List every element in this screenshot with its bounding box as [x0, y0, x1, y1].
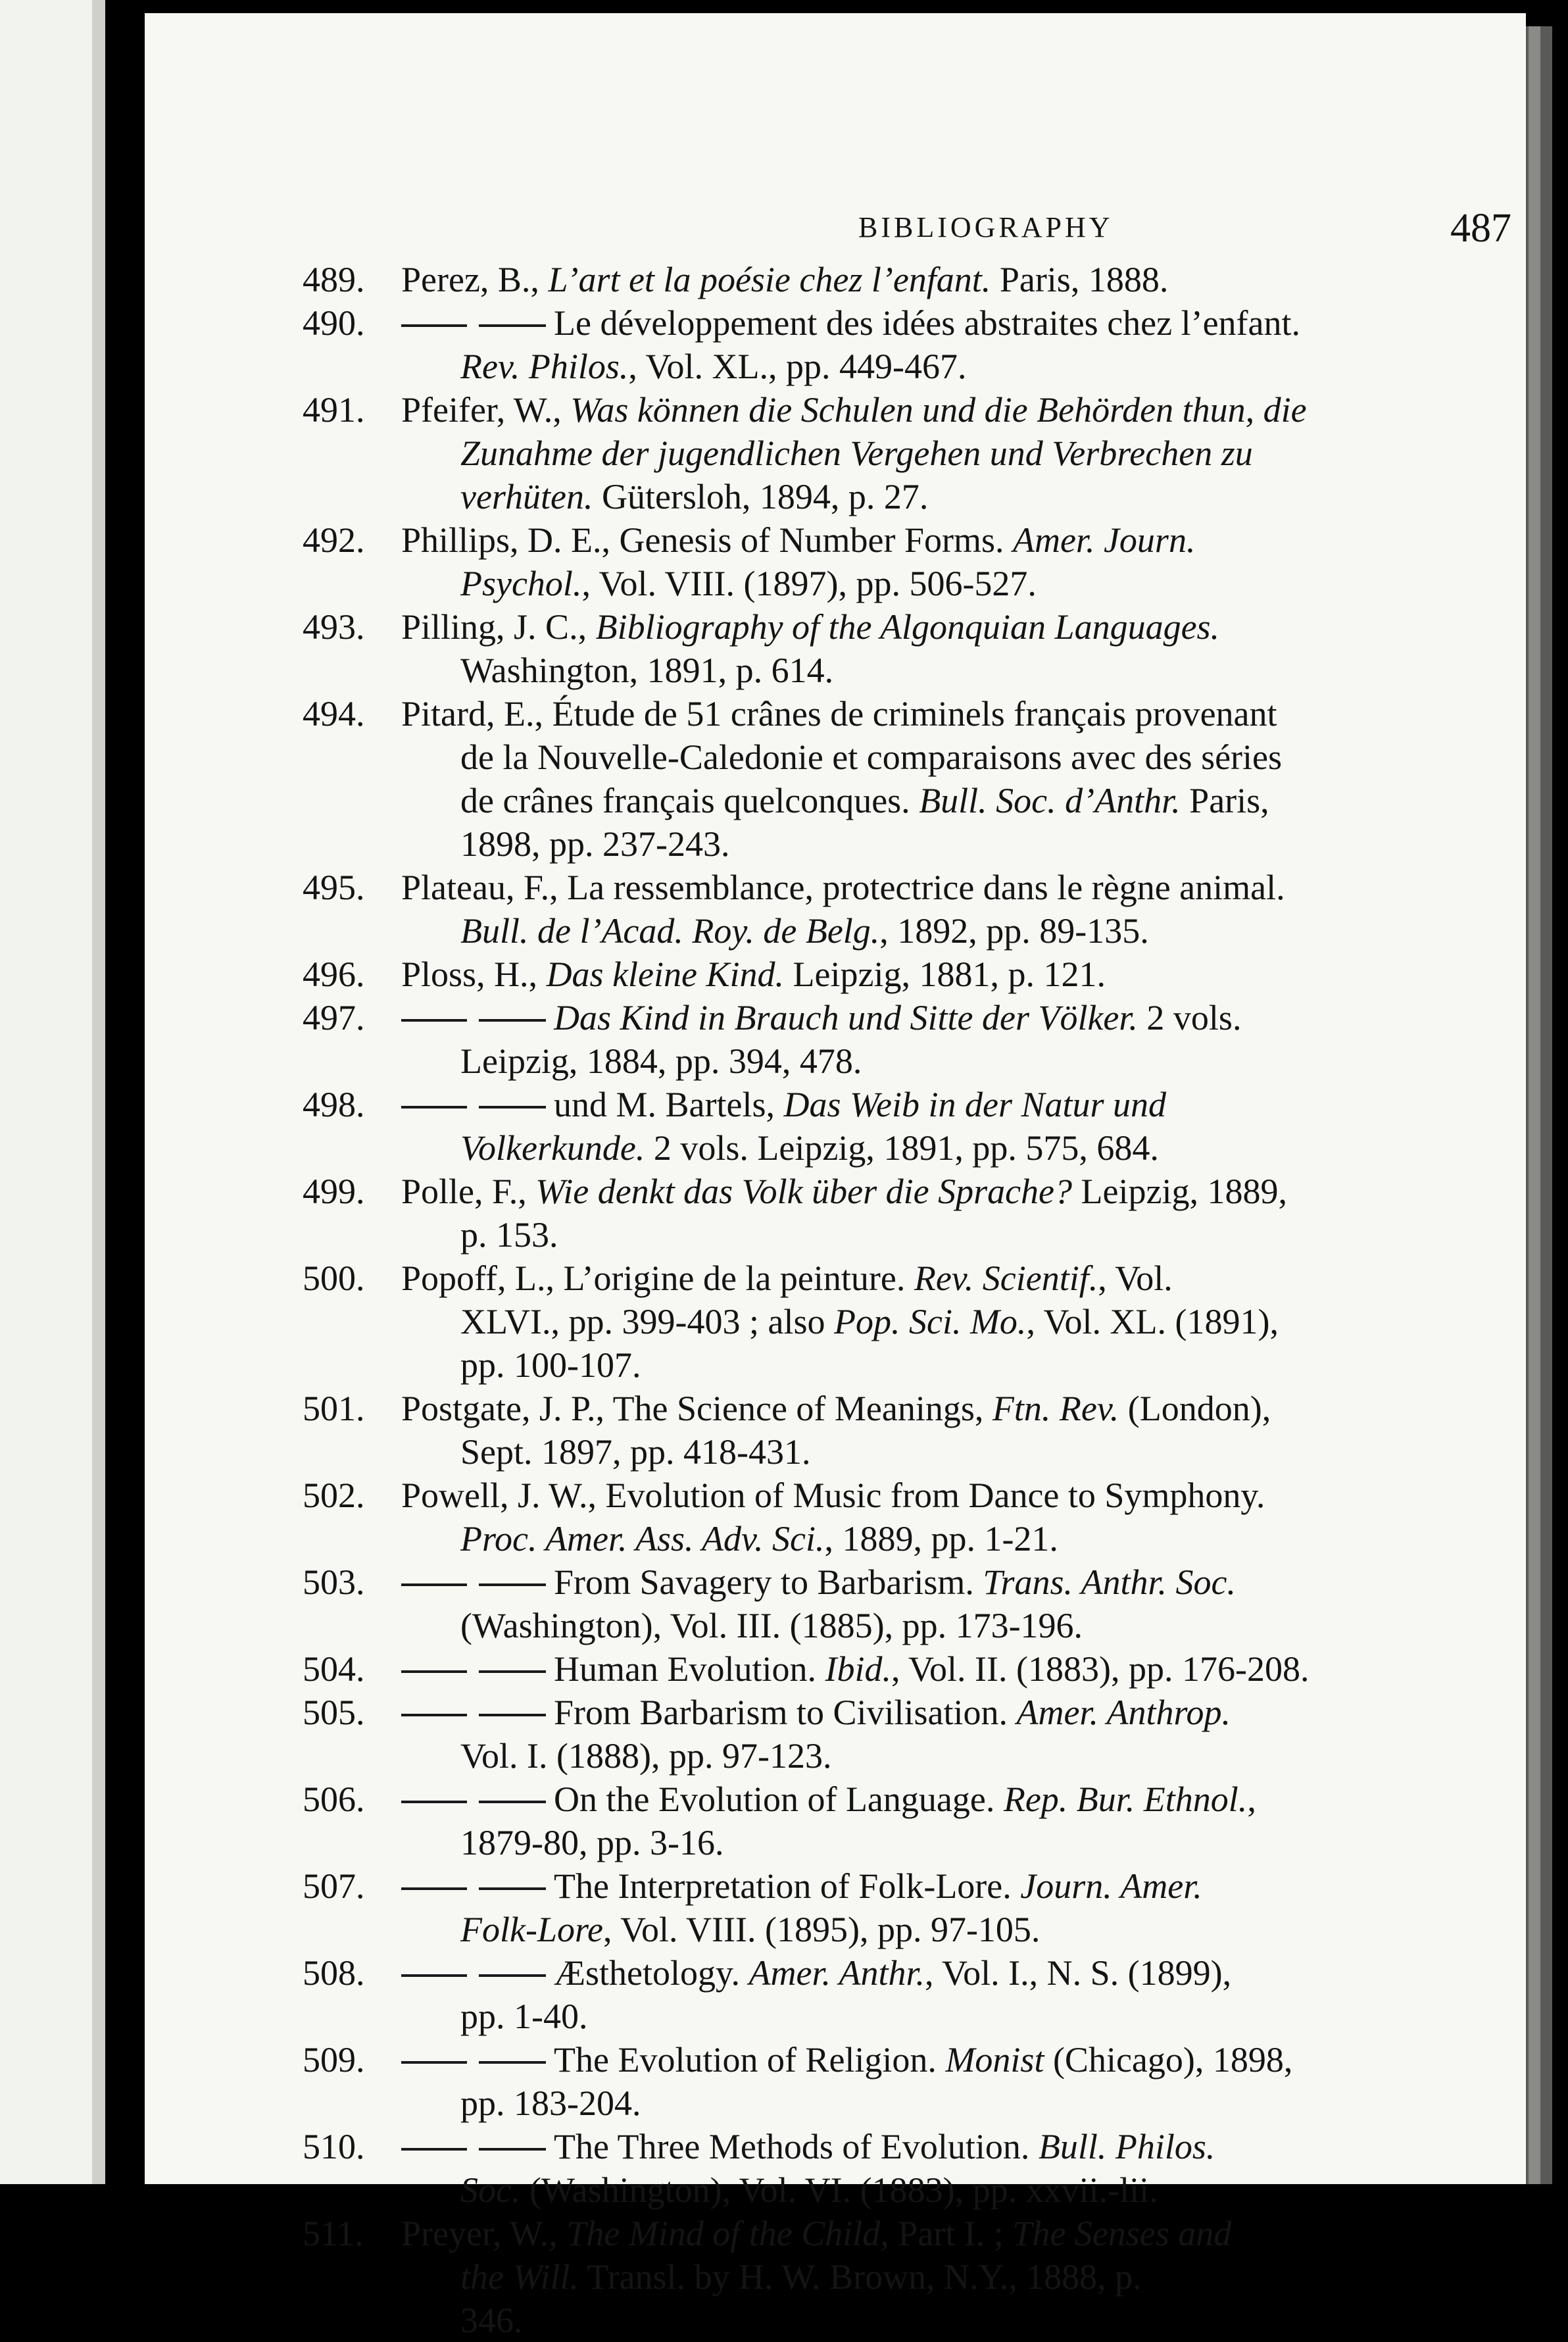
entry-number: 508. — [303, 1953, 365, 1993]
entry-number: 503. — [303, 1562, 365, 1602]
entry-line: Phillips, D. E., Genesis of Number Forms. Amer. Journ. — [401, 520, 1196, 560]
ditto-dash — [401, 1887, 546, 1890]
entry-number: 491. — [303, 390, 365, 430]
entry-number: 502. — [303, 1476, 365, 1515]
entry-line: Vol. I. (1888), pp. 97-123. — [460, 1736, 832, 1776]
entry-line: Das Kind in Brauch und Sitte der Völker. 2 vols. — [401, 996, 1241, 1039]
entry-line: Æsthetology. Amer. Anthr., Vol. I., N. S. (1899), — [401, 1951, 1231, 1995]
entry-number: 500. — [303, 1258, 365, 1298]
ditto-dash — [401, 1801, 546, 1803]
entry-line: Powell, J. W., Evolution of Music from Dance to Symphony. — [401, 1476, 1265, 1515]
entry-number: 506. — [303, 1780, 365, 1819]
entry-line: On the Evolution of Language. Rep. Bur. Ethnol., — [401, 1778, 1256, 1821]
facing-page-edge — [0, 0, 105, 2184]
entry-line: p. 153. — [460, 1215, 558, 1255]
ditto-dash — [401, 1106, 546, 1109]
entry-line: Volkerkunde. 2 vols. Leipzig, 1891, pp. 575, 684. — [460, 1128, 1159, 1168]
entry-line: pp. 100-107. — [460, 1345, 641, 1385]
entry-number: 489. — [303, 260, 365, 299]
entry-line: pp. 183-204. — [460, 2083, 641, 2123]
entry-number: 492. — [303, 520, 365, 560]
entry-line: XLVI., pp. 399-403 ; also Pop. Sci. Mo., Vol. XL. (1891), — [460, 1302, 1279, 1341]
entry-line: Pilling, J. C., Bibliography of the Algonquian Languages. — [401, 607, 1220, 647]
running-title: BIBLIOGRAPHY — [858, 211, 1114, 243]
entry-number: 505. — [303, 1693, 365, 1732]
page-stack-edge — [1526, 26, 1552, 2184]
entry-number: 494. — [303, 694, 365, 734]
entry-number: 497. — [303, 998, 365, 1037]
entry-line: Human Evolution. Ibid., Vol. II. (1883), pp. 176-208. — [401, 1647, 1309, 1691]
entry-line: Bull. de l’Acad. Roy. de Belg., 1892, pp. 89-135. — [460, 911, 1149, 951]
ditto-dash — [401, 1974, 546, 1977]
entry-number: 509. — [303, 2040, 365, 2080]
entry-line: The Interpretation of Folk-Lore. Journ. Amer. — [401, 1864, 1202, 1908]
ditto-dash — [401, 2148, 546, 2151]
entry-line: Plateau, F., La ressemblance, protectrice dans le règne animal. — [401, 868, 1285, 907]
entry-line: pp. 1-40. — [460, 1997, 588, 2036]
entry-number: 504. — [303, 1649, 365, 1689]
entry-line: Proc. Amer. Ass. Adv. Sci., 1889, pp. 1-21. — [460, 1519, 1058, 1558]
entry-line: Postgate, J. P., The Science of Meanings, Ftn. Rev. (London), — [401, 1389, 1271, 1428]
entry-line: de crânes français quelconques. Bull. Soc. d’Anthr. Paris, — [460, 781, 1269, 820]
entry-line: Washington, 1891, p. 614. — [460, 651, 834, 690]
entry-line: 346. — [460, 2301, 523, 2340]
entry-number: 498. — [303, 1085, 365, 1124]
entry-line: 1898, pp. 237-243. — [460, 824, 730, 864]
entry-line: de la Nouvelle-Caledonie et comparaisons avec des séries — [460, 737, 1283, 777]
entry-line: Psychol., Vol. VIII. (1897), pp. 506-527. — [460, 564, 1037, 603]
entry-line: Popoff, L., L’origine de la peinture. Rev. Scientif., Vol. — [401, 1258, 1173, 1298]
entry-number: 510. — [303, 2127, 365, 2166]
entry-line: Polle, F., Wie denkt das Volk über die Sprache? Leipzig, 1889, — [401, 1172, 1287, 1211]
entry-line: Soc. (Washington), Vol. VI. (1883), pp. xxvii.-lii. — [460, 2170, 1158, 2210]
entry-number: 495. — [303, 868, 365, 907]
entry-line: verhüten. Gütersloh, 1894, p. 27. — [460, 477, 929, 516]
ditto-dash — [401, 2061, 546, 2064]
book-gutter — [105, 0, 145, 2184]
entry-number: 490. — [303, 303, 365, 343]
entry-line: 1879-80, pp. 3-16. — [460, 1823, 724, 1862]
entry-line: the Will. Transl. by H. W. Brown, N.Y., 1888, p. — [460, 2257, 1142, 2297]
entry-line: und M. Bartels, Das Weib in der Natur und — [401, 1083, 1166, 1126]
entry-line: (Washington), Vol. III. (1885), pp. 173-196. — [460, 1606, 1083, 1645]
entry-line: Preyer, W., The Mind of the Child, Part I. ; The Senses and — [401, 2214, 1232, 2253]
entry-number: 496. — [303, 955, 365, 994]
entry-number: 501. — [303, 1389, 365, 1428]
ditto-dash — [401, 1714, 546, 1716]
entry-line: The Three Methods of Evolution. Bull. Philos. — [401, 2125, 1215, 2168]
entry-line: The Evolution of Religion. Monist (Chicago), 1898, — [401, 2038, 1292, 2081]
entry-line: Le développement des idées abstraites chez l’enfant. — [401, 301, 1300, 345]
entry-number: 499. — [303, 1172, 365, 1211]
ditto-dash — [401, 324, 546, 327]
entry-line: From Savagery to Barbarism. Trans. Anthr. Soc. — [401, 1560, 1236, 1604]
entry-number: 511. — [303, 2214, 364, 2253]
entry-line: Folk-Lore, Vol. VIII. (1895), pp. 97-105. — [460, 1910, 1041, 1949]
entry-number: 493. — [303, 607, 365, 647]
entry-line: Pfeifer, W., Was können die Schulen und die Behörden thun, die — [401, 390, 1307, 430]
ditto-dash — [401, 1019, 546, 1022]
entry-line: Perez, B., L’art et la poésie chez l’enfant. Paris, 1888. — [401, 260, 1169, 299]
book-page — [145, 13, 1526, 2340]
entry-line: Ploss, H., Das kleine Kind. Leipzig, 1881, p. 121. — [401, 955, 1106, 994]
entry-line: Pitard, E., Étude de 51 crânes de criminels français provenant — [401, 694, 1277, 734]
ditto-dash — [401, 1670, 546, 1673]
entry-line: Sept. 1897, pp. 418-431. — [460, 1432, 811, 1472]
entry-line: Leipzig, 1884, pp. 394, 478. — [460, 1041, 862, 1081]
entry-number: 507. — [303, 1866, 365, 1906]
entry-line: Rev. Philos., Vol. XL., pp. 449-467. — [460, 347, 967, 386]
page-number: 487 — [1450, 206, 1511, 251]
ditto-dash — [401, 1583, 546, 1586]
entry-line: From Barbarism to Civilisation. Amer. Anthrop. — [401, 1691, 1231, 1734]
entry-line: Zunahme der jugendlichen Vergehen und Verbrechen zu — [460, 434, 1253, 473]
